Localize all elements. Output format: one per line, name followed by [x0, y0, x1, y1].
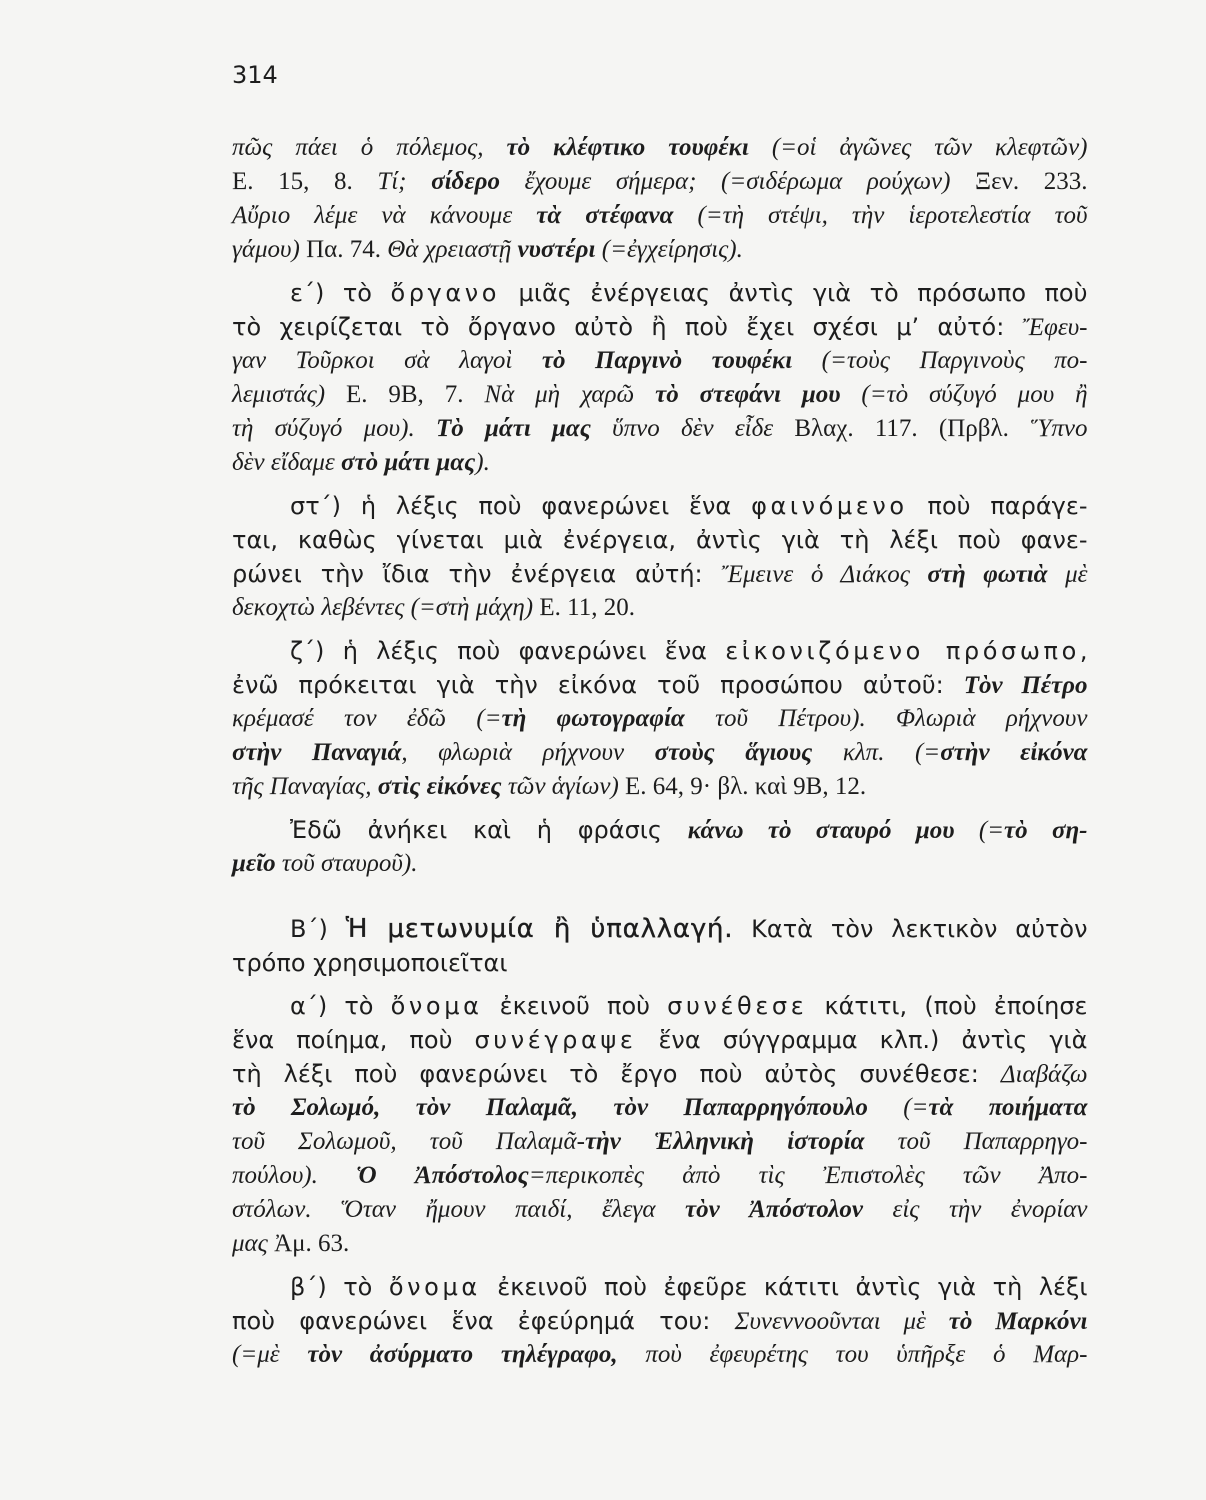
body-text: ρώνει τὴν ἴδια τὴν ἐνέργεια αὐτή:: [232, 560, 722, 588]
body-text: τρόπο χρησιμοποιεῖται: [232, 949, 508, 977]
bold-italic-text: τὸ Σολωμό, τὸν Παλαμᾶ, τὸν Παπαρρηγόπουλο: [232, 1094, 868, 1121]
body-text: τὴ λέξι ποὺ φανερώνει τὸ ἔργο ποὺ αὐτὸς συνέθεσε:: [232, 1060, 1001, 1088]
bold-italic-text: τὴν Ἑλληνικὴ ἱστορία: [584, 1128, 865, 1155]
text-line: [232, 1057, 1088, 1091]
roman-text: Βλαχ. 117. (Πρβλ.: [794, 415, 1031, 442]
body-text: στ΄) ἡ λέξις ποὺ φανερώνει ἕνα: [290, 492, 752, 520]
bold-italic-text: τὸ ση-: [1004, 817, 1088, 844]
italic-text: τῶν ἁγίων): [501, 773, 626, 800]
spaced-text: ὄνομα: [388, 1273, 481, 1301]
heading-text: Ἡ μετωνυμία ἢ ὑπαλλαγή.: [345, 914, 734, 944]
body-text: τὸ χειρίζεται τὸ ὄργανο αὐτὸ ἢ ποὺ ἔχει σχέσι μ’ αὐτό:: [232, 313, 1023, 341]
text-line: [232, 1159, 1088, 1193]
text-body: [232, 131, 1088, 1372]
bold-italic-text: τὴ φωτογραφία: [501, 705, 685, 732]
italic-text: (=: [954, 817, 1005, 844]
italic-text: τοῦ Πέτρου). Φλωριὰ ρήχνουν: [684, 705, 1088, 732]
text-line: [232, 446, 1088, 480]
spaced-text: φαινόμενο: [751, 492, 908, 520]
italic-text: στόλων. Ὅταν ἤμουν παιδί, ἔλεγα: [232, 1196, 685, 1223]
italic-text: κρέμασέ τον ἐδῶ (=: [232, 705, 502, 732]
text-line: [232, 813, 1088, 847]
bold-italic-text: στὴν Παναγιά: [232, 739, 402, 766]
italic-text: ἔχουμε σήμερα; (=σιδέρωμα ρούχων): [499, 168, 976, 195]
body-text: ζ΄) ἡ λέξις ποὺ φανερώνει ἕνα: [290, 637, 726, 665]
bold-italic-text: τὸ Παργινὸ τουφέκι: [541, 347, 793, 374]
italic-text: τοῦ Σολωμοῦ, τοῦ Παλαμᾶ-: [232, 1128, 585, 1155]
section: [232, 131, 1088, 881]
italic-text: Διαβάζω: [1000, 1061, 1088, 1088]
text-line: [232, 1193, 1088, 1227]
spaced-text: ὄνομα: [390, 992, 483, 1020]
text-line: [232, 523, 1088, 557]
body-text: β΄) τὸ: [290, 1273, 389, 1301]
body-text: ἐνῶ πρόκειται γιὰ τὴν εἰκόνα τοῦ προσώπου αὐτοῦ:: [232, 671, 964, 699]
italic-text: Αὔριο λέμε νὰ κάνουμε: [232, 202, 537, 229]
italic-text: τῆς Παναγίας,: [232, 773, 378, 800]
roman-text: Ξεν. 233.: [975, 168, 1088, 195]
text-line: [232, 1091, 1088, 1125]
paragraph: [232, 912, 1088, 980]
bold-italic-text: στὶς εἰκόνες: [377, 773, 502, 800]
text-line: [232, 736, 1088, 770]
italic-text: πῶς πάει ὁ πόλεμος,: [232, 134, 507, 161]
section: [232, 912, 1088, 1372]
paragraph: [232, 634, 1088, 804]
italic-text: Νὰ μὴ χαρῶ: [484, 381, 656, 408]
text-line: [232, 412, 1088, 446]
paragraph: [232, 1270, 1088, 1372]
text-line: [232, 489, 1088, 523]
italic-text: γαν Τοῦρκοι σὰ λαγοὶ: [232, 347, 542, 374]
italic-text: Ἔφευ-: [1022, 314, 1088, 341]
text-line: [232, 1023, 1088, 1057]
bold-italic-text: Τὸ μάτι μας: [435, 415, 591, 442]
bold-italic-text: στὴν εἰκόνα: [940, 739, 1088, 766]
italic-text: Ἔμεινε ὁ Διάκος: [721, 561, 928, 588]
spaced-text: εἰκονιζόμενο πρόσωπο: [725, 637, 1080, 665]
paragraph: [232, 989, 1088, 1261]
italic-text: δεκοχτὼ λεβέντες (=στὴ μάχη): [232, 594, 540, 621]
italic-text: (=τὸ σύζυγό μου ἢ: [840, 381, 1088, 408]
bold-italic-text: μεῖο: [232, 850, 276, 877]
text-line: [232, 344, 1088, 378]
italic-text: ).: [475, 449, 490, 476]
bold-italic-text: Τὸν Πέτρο: [963, 672, 1088, 699]
italic-text: Τί;: [377, 168, 432, 195]
body-text: ἐκεινοῦ ποὺ: [482, 992, 668, 1020]
body-text: ποὺ παράγε-: [907, 492, 1088, 520]
roman-text: Ε. 9Β, 7.: [345, 381, 485, 408]
italic-text: (=: [867, 1094, 929, 1121]
paragraph: [232, 489, 1088, 625]
bold-italic-text: Ὁ Ἀπόστολος: [356, 1162, 529, 1189]
paragraph: [232, 131, 1088, 267]
italic-text: κλπ. (=: [812, 739, 941, 766]
text-line: [232, 310, 1088, 344]
bold-italic-text: τὰ στέφανα: [536, 202, 674, 229]
bold-italic-text: νυστέρι: [517, 236, 596, 263]
italic-text: , φλωριὰ ρήχνουν: [401, 739, 655, 766]
body-text: Κατὰ τὸν λεκτικὸν αὐτὸν: [733, 915, 1088, 943]
paragraph: [232, 813, 1088, 881]
italic-text: ὕπνο δὲν εἶδε: [590, 415, 795, 442]
text-line: [232, 378, 1088, 412]
text-line: [232, 702, 1088, 736]
italic-text: (=τοὺς Παργινοὺς πο-: [792, 347, 1088, 374]
bold-italic-text: τὸ στεφάνι μου: [655, 381, 841, 408]
text-line: [232, 634, 1088, 668]
body-text: ποὺ φανερώνει ἕνα ἐφεύρημά του:: [232, 1307, 735, 1335]
body-text: ε΄) τὸ: [290, 279, 391, 307]
text-line: [232, 946, 1088, 980]
bold-italic-text: τὸν Ἀπόστολον: [684, 1196, 863, 1223]
spaced-text: συνέθεσε: [667, 992, 808, 1020]
text-line: [232, 847, 1088, 881]
text-line: [232, 131, 1088, 165]
text-line: [232, 1270, 1088, 1304]
bold-italic-text: στὸ μάτι μας: [341, 449, 476, 476]
bold-italic-text: κάνω τὸ σταυρό μου: [687, 817, 955, 844]
italic-text: δὲν εἴδαμε: [232, 449, 342, 476]
bold-italic-text: σίδερο: [431, 168, 500, 195]
body-text: Ἐδῶ ἀνήκει καὶ ἡ φράσις: [290, 816, 688, 844]
roman-text: Ἀμ. 63.: [274, 1230, 350, 1257]
italic-text: (=ἐγχείρησις).: [595, 236, 743, 263]
body-text: α΄) τὸ: [290, 992, 391, 1020]
italic-text: μὲ: [1047, 561, 1088, 588]
spaced-text: συνέγραψε: [474, 1026, 637, 1054]
italic-text: Θὰ χρειαστῇ: [387, 236, 518, 263]
italic-text: =περικοπὲς ἀπὸ τὶς Ἐπιστολὲς τῶν Ἀπο-: [528, 1162, 1088, 1189]
bold-italic-text: τὰ ποιήματα: [928, 1094, 1088, 1121]
body-text: ἕνα σύγγραμμα κλπ.) ἀντὶς γιὰ: [636, 1026, 1088, 1054]
italic-text: λεμιστάς): [232, 381, 346, 408]
body-text: ἐκεινοῦ ποὺ ἐφεῦρε κάτιτι ἀντὶς γιὰ τὴ λέξι: [480, 1273, 1088, 1301]
body-text: Β΄): [290, 915, 346, 943]
spaced-text: ὄργανο: [390, 279, 501, 307]
text-line: [232, 233, 1088, 267]
italic-text: (=μὲ: [232, 1341, 308, 1368]
italic-text: τὴ σύζυγό μου).: [232, 415, 436, 442]
text-line: [232, 1125, 1088, 1159]
body-text: ,: [1079, 637, 1088, 665]
text-line: [232, 199, 1088, 233]
bold-italic-text: τὸν ἀσύρματο τηλέγραφο,: [307, 1341, 618, 1368]
body-text: ἕνα ποίημα, ποὺ: [232, 1026, 475, 1054]
italic-text: μας: [232, 1230, 275, 1257]
text-line: [232, 912, 1088, 946]
text-line: [232, 165, 1088, 199]
italic-text: ποὺ ἐφευρέτης του ὑπῆρξε ὁ Μαρ-: [617, 1341, 1088, 1368]
roman-text: Ε. 15, 8.: [232, 168, 378, 195]
text-line: [232, 557, 1088, 591]
italic-text: εἰς τὴν ἐνορίαν: [862, 1196, 1088, 1223]
italic-text: Ὕπνο: [1030, 415, 1088, 442]
bold-italic-text: στὴ φωτιὰ: [927, 561, 1048, 588]
text-line: [232, 1227, 1088, 1261]
roman-text: Πα. 74.: [306, 236, 388, 263]
italic-text: γάμου): [232, 236, 307, 263]
roman-text: Ε. 64, 9· βλ. καὶ 9Β, 12.: [625, 773, 867, 800]
text-line: [232, 591, 1088, 625]
text-line: [232, 276, 1088, 310]
text-line: [232, 770, 1088, 804]
italic-text: (=τὴ στέψι, τὴν ἱεροτελεστία τοῦ: [673, 202, 1088, 229]
bold-italic-text: τὸ Μαρκόνι: [948, 1308, 1088, 1335]
text-line: [232, 668, 1088, 702]
body-text: ται, καθὼς γίνεται μιὰ ἐνέργεια, ἀντὶς γιὰ τὴ λέξι ποὺ φανε-: [232, 526, 1088, 554]
bold-italic-text: τὸ κλέφτικο τουφέκι: [506, 134, 749, 161]
text-line: [232, 989, 1088, 1023]
paragraph: [232, 276, 1088, 480]
body-text: κάτιτι, (ποὺ ἐποίησε: [807, 992, 1088, 1020]
page-number: 314: [232, 61, 278, 89]
text-line: [232, 1338, 1088, 1372]
body-text: μιᾶς ἐνέργειας ἀντὶς γιὰ τὸ πρόσωπο ποὺ: [500, 279, 1088, 307]
italic-text: (=οἱ ἀγῶνες τῶν κλεφτῶν): [748, 134, 1088, 161]
italic-text: τοῦ σταυροῦ).: [275, 850, 418, 877]
text-line: [232, 1304, 1088, 1338]
bold-italic-text: στοὺς ἅγιους: [654, 739, 813, 766]
roman-text: Ε. 11, 20.: [539, 594, 635, 621]
italic-text: πούλου).: [232, 1162, 357, 1189]
italic-text: Συνεννοοῦνται μὲ: [734, 1308, 949, 1335]
italic-text: τοῦ Παπαρρηγο-: [864, 1128, 1088, 1155]
